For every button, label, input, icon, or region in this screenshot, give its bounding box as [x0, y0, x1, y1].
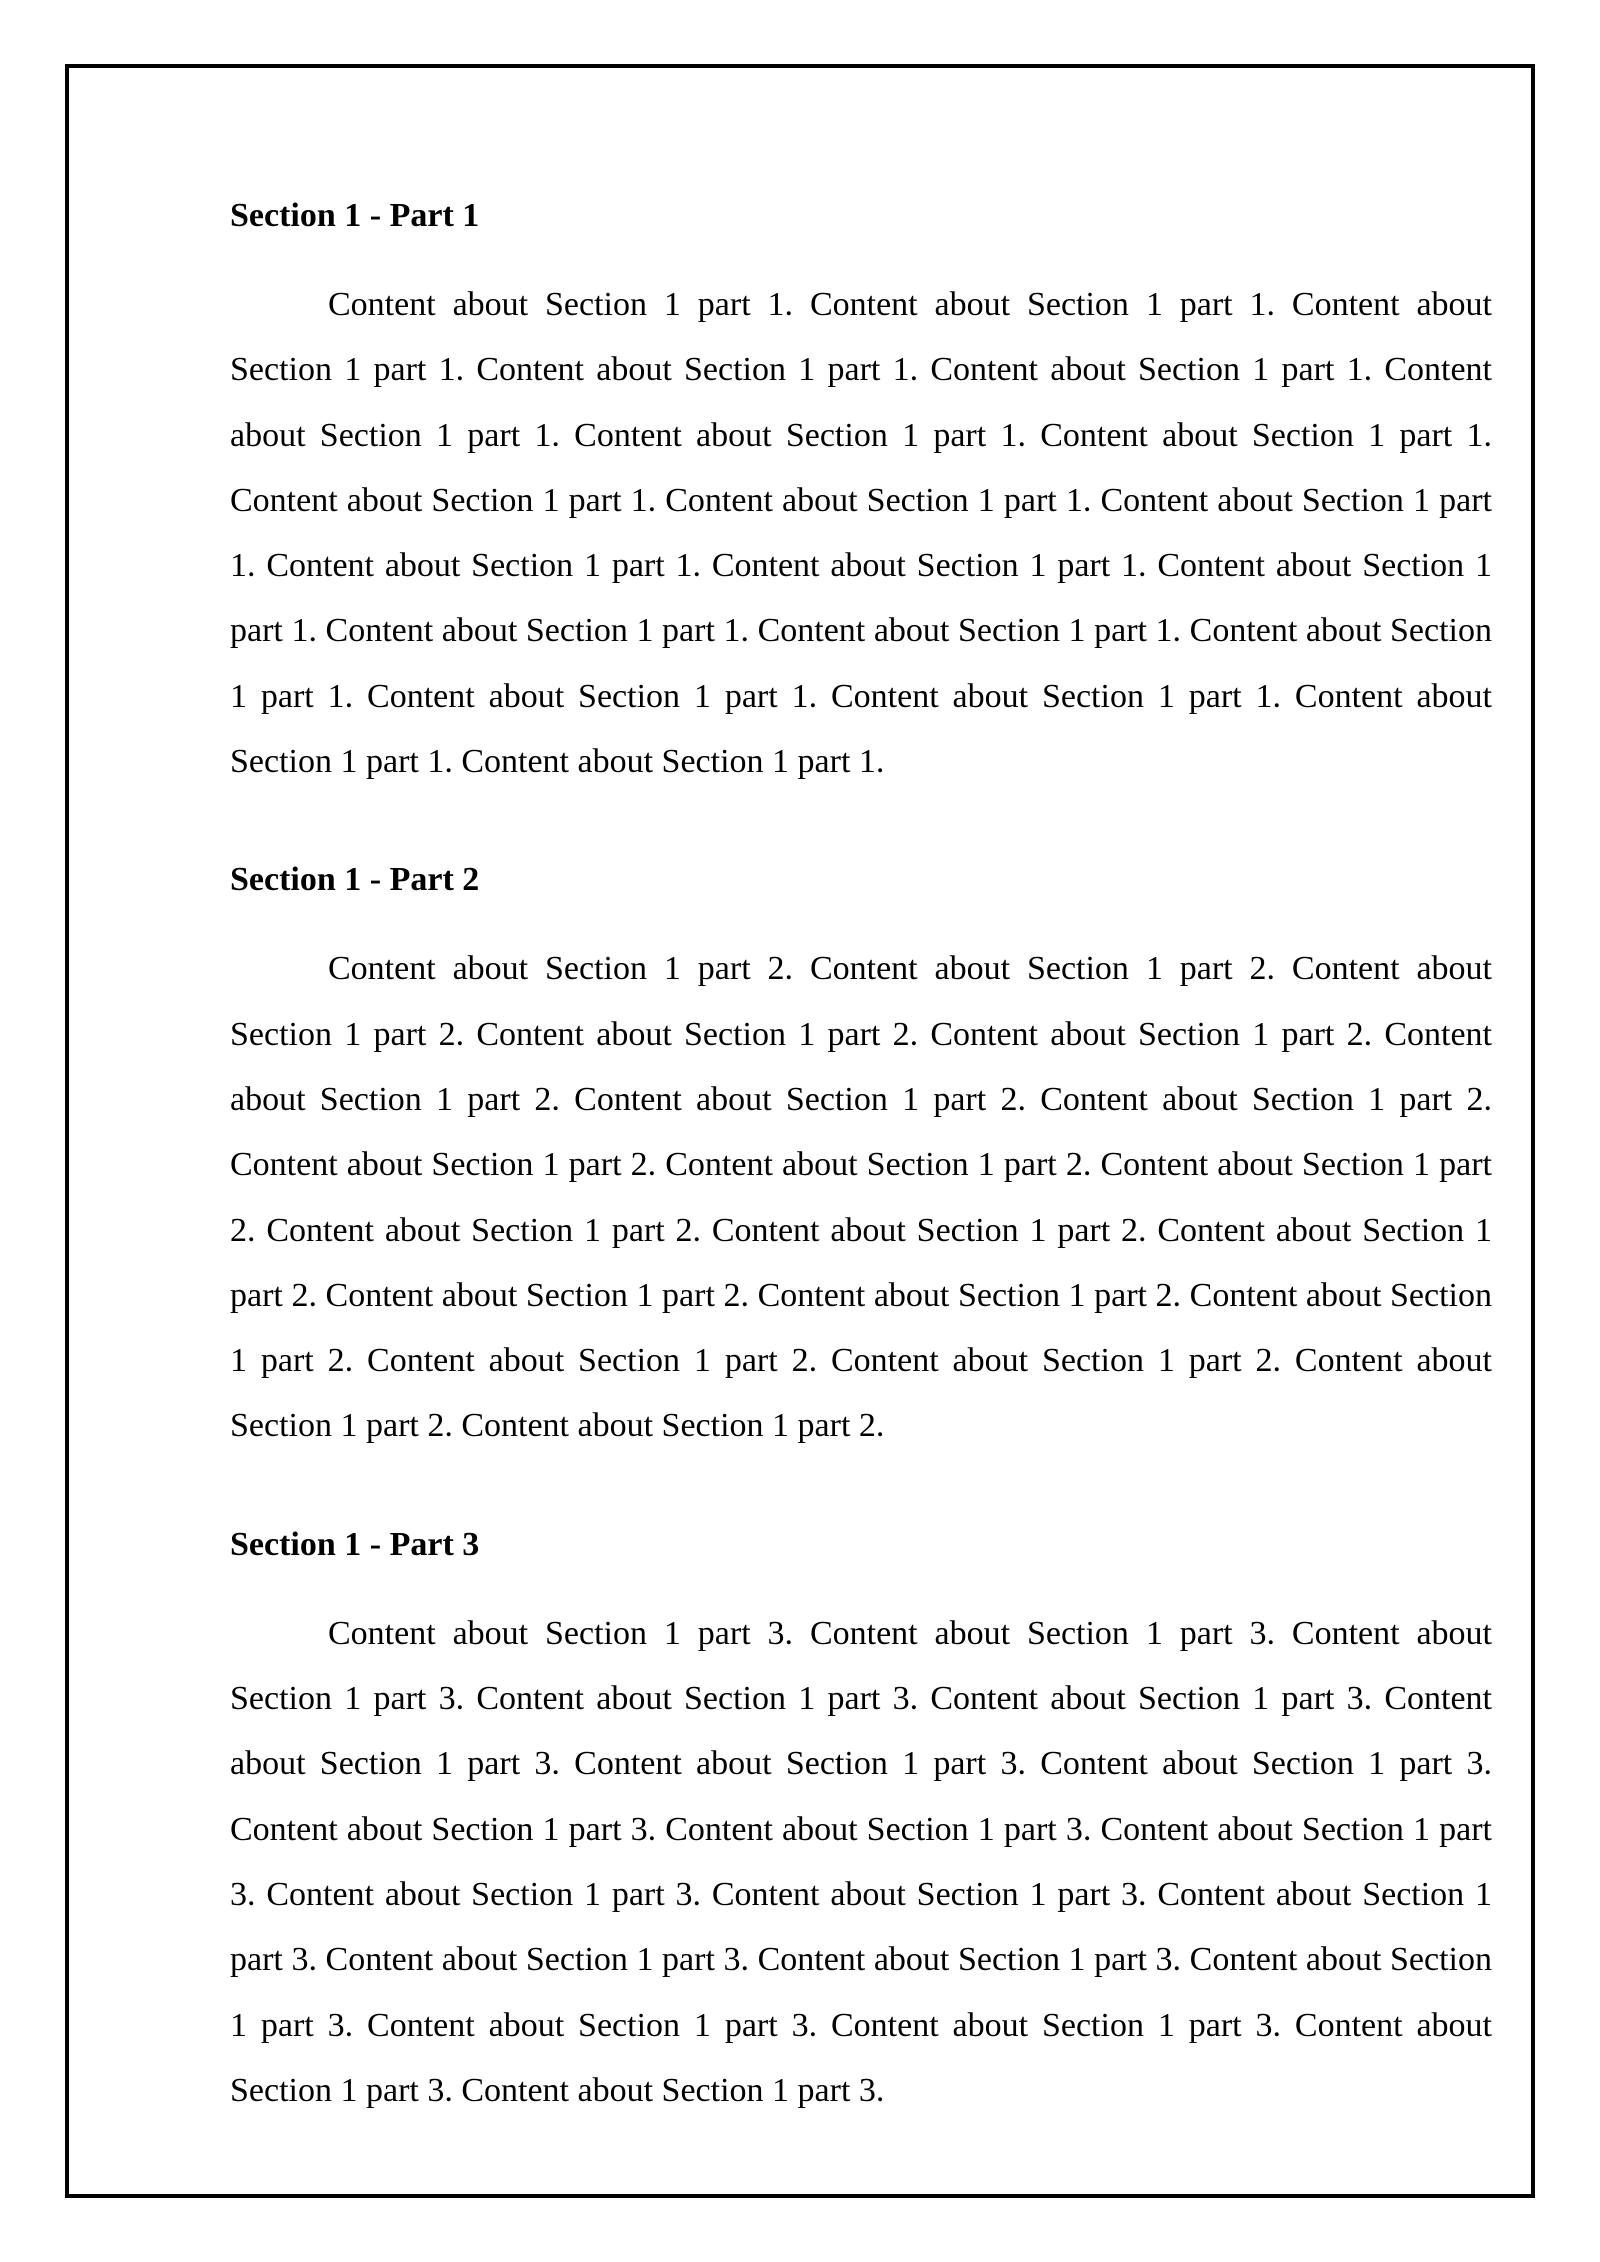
- section-paragraph: Content about Section 1 part 2. Content about Section 1 part 2. Content about Section 1 part 2. Content about Section 1 part 2. Content about Section 1 part 2. Content about Section 1 part 2. Content about Section 1 part 2. Content about Section 1 part 2. Content about Section 1 part 2. Content about Section 1 part 2. Content about Section 1 part 2. Content about Section 1 part 2. Content about Section 1 part 2. Content about Section 1 part 2. Content about Section 1 part 2. Content about Section 1 part 2. Content about Section 1 part 2. Content about Section 1 part 2. Content about Section 1 part 2. Content about Section 1 part 2. Content about Section 1 part 2.: [230, 950, 1492, 1445]
- section-part-2: [230, 860, 1492, 1458]
- section-paragraph: Content about Section 1 part 1. Content about Section 1 part 1. Content about Section 1 part 1. Content about Section 1 part 1. Content about Section 1 part 1. Content about Section 1 part 1. Content about Section 1 part 1. Content about Section 1 part 1. Content about Section 1 part 1. Content about Section 1 part 1. Content about Section 1 part 1. Content about Section 1 part 1. Content about Section 1 part 1. Content about Section 1 part 1. Content about Section 1 part 1. Content about Section 1 part 1. Content about Section 1 part 1. Content about Section 1 part 1. Content about Section 1 part 1. Content about Section 1 part 1. Content about Section 1 part 1.: [230, 286, 1492, 781]
- section-paragraph: Content about Section 1 part 3. Content about Section 1 part 3. Content about Section 1 part 3. Content about Section 1 part 3. Content about Section 1 part 3. Content about Section 1 part 3. Content about Section 1 part 3. Content about Section 1 part 3. Content about Section 1 part 3. Content about Section 1 part 3. Content about Section 1 part 3. Content about Section 1 part 3. Content about Section 1 part 3. Content about Section 1 part 3. Content about Section 1 part 3. Content about Section 1 part 3. Content about Section 1 part 3. Content about Section 1 part 3. Content about Section 1 part 3. Content about Section 1 part 3. Content about Section 1 part 3.: [230, 1614, 1492, 2109]
- section-part-3: [230, 1525, 1492, 2123]
- section-heading: Section 1 - Part 3: [230, 1525, 480, 1563]
- document-content: [230, 196, 1492, 2189]
- section-part-1: [230, 196, 1492, 794]
- section-heading: Section 1 - Part 2: [230, 861, 480, 899]
- section-heading: Section 1 - Part 1: [230, 197, 480, 234]
